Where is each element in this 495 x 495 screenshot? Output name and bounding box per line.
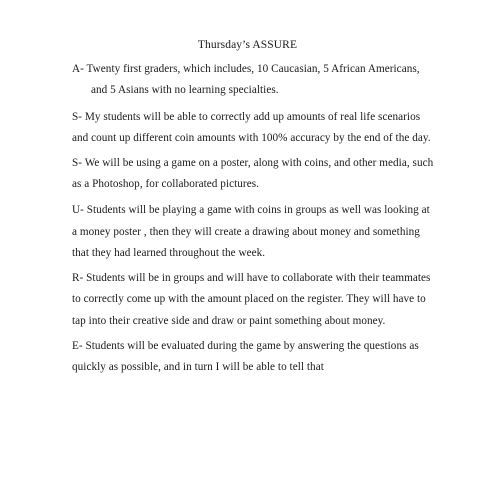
assure-s2-line-1: S- We will be using a game on a poster, along with coins, and other media, such	[72, 157, 434, 169]
assure-a-line-1: A- Twenty first graders, which includes, 10 Caucasian, 5 African Americans,	[72, 63, 420, 75]
assure-r-line-3: tap into their creative side and draw or paint something about money.	[72, 315, 386, 327]
assure-u-line-2: a money poster , then they will create a drawing about money and something	[72, 226, 420, 238]
assure-u-line-1: U- Students will be playing a game with coins in groups as well was looking at	[72, 204, 430, 216]
assure-s2-line-2: as a Photoshop, for collaborated pictures.	[72, 178, 259, 190]
assure-r-line-1: R- Students will be in groups and will have to collaborate with their teammates	[72, 272, 431, 284]
assure-a-line-2: and 5 Asians with no learning specialties.	[91, 84, 279, 96]
assure-u-line-3: that they had learned throughout the week.	[72, 247, 266, 259]
document-title: Thursday’s ASSURE	[197, 39, 298, 51]
assure-r-line-2: to correctly come up with the amount placed on the register. They will have to	[72, 293, 426, 305]
assure-s1-line-1: S- My students will be able to correctly add up amounts of real life scenarios	[72, 111, 421, 123]
assure-e-line-1: E- Students will be evaluated during the game by answering the questions as	[72, 340, 419, 352]
assure-e-line-2: quickly as possible, and in turn I will be able to tell that	[72, 361, 324, 373]
assure-s1-line-2: and count up different coin amounts with 100% accuracy by the end of the day.	[72, 132, 431, 144]
